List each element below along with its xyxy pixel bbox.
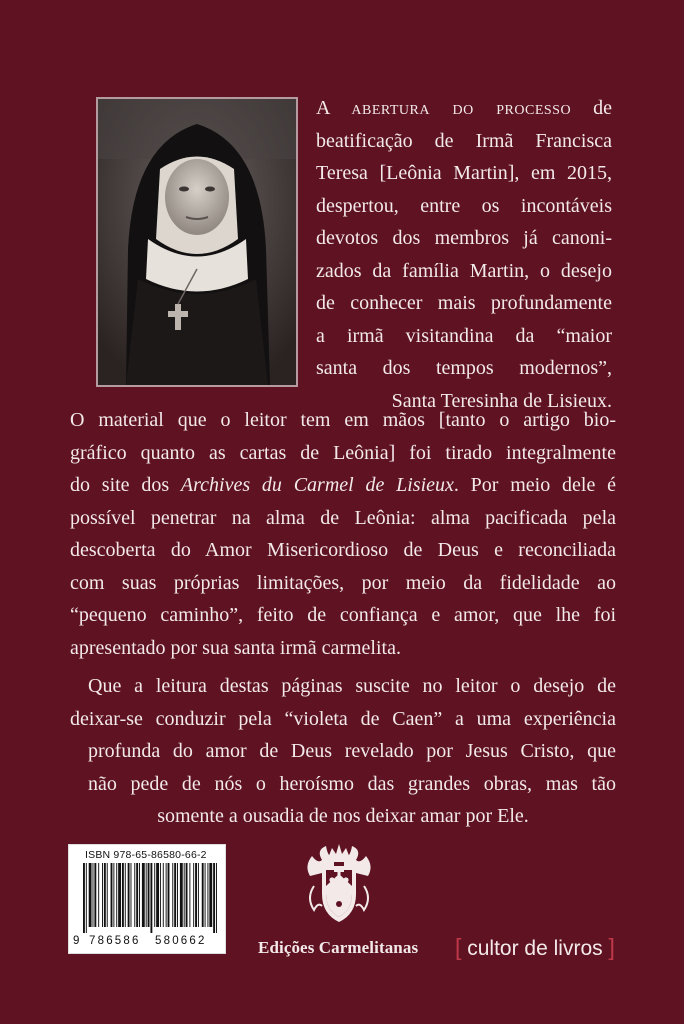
barcode-digit-lead: 9 <box>73 935 80 947</box>
barcode-bar <box>209 863 212 927</box>
body-line: apresentado por sua santa irmã carmelita. <box>70 636 401 659</box>
intro-line: devotos dos membros já canoni- <box>316 227 612 249</box>
barcode-bar <box>216 863 217 933</box>
brand-bracket-open: [ <box>455 934 462 960</box>
barcode-bar <box>111 863 113 927</box>
intro-line: despertou, entre os incontáveis <box>316 194 612 217</box>
body-line: do site dos Archives du Carmel de Lisieux. Por meio dele é <box>70 474 616 496</box>
brand-name <box>455 934 615 961</box>
body-line: somente a ousadia de nos deixar amar por Ele. <box>157 805 529 827</box>
barcode-bar <box>83 863 85 933</box>
barcode-bar <box>172 863 173 927</box>
barcode-bar <box>93 863 94 927</box>
barcode-bar <box>202 863 204 927</box>
barcode-bar <box>150 863 152 933</box>
barcode-bar <box>136 863 138 927</box>
portrait-photo <box>96 97 298 387</box>
body-line: possível penetrar na alma de Leônia: alma pacificada pela <box>70 506 616 529</box>
barcode-bar <box>116 863 117 927</box>
barcode-bar <box>156 863 159 927</box>
body-line: Que a leitura destas páginas suscite no leitor o desejo de <box>88 675 616 697</box>
body-line: não pede de nós o heroísmo das grandes obras, mas tão <box>88 772 616 795</box>
body-text <box>70 404 616 833</box>
barcode-bar <box>177 863 178 927</box>
barcode-bars <box>83 863 217 933</box>
barcode-bar <box>193 863 194 927</box>
barcode-bar <box>168 863 170 927</box>
barcode-bar <box>102 863 103 927</box>
intro-line: de conhecer mais profundamente <box>316 292 612 314</box>
barcode-bar <box>104 863 106 927</box>
barcode-bar <box>113 863 114 927</box>
intro-line: zados da família Martin, o desejo <box>316 259 612 282</box>
body-line: descoberta do Amor Misericordioso de Deus e reconciliada <box>70 539 616 561</box>
carmelite-emblem-logo <box>300 836 378 928</box>
body-line: com suas próprias limitações, por meio da fidelidade ao <box>70 571 616 594</box>
barcode-bar <box>148 863 150 927</box>
barcode-bar <box>174 863 176 927</box>
barcode-bar <box>94 863 96 927</box>
body-line: deixar-se conduzir pela “violeta de Caen” a uma experiência <box>70 707 616 730</box>
barcode-bar <box>213 863 215 933</box>
isbn-barcode <box>68 844 226 954</box>
intro-paragraph <box>316 92 612 417</box>
barcode-bar <box>142 863 145 927</box>
barcode-bar <box>125 863 126 927</box>
intro-line: a irmã visitandina da “maior <box>316 324 612 347</box>
barcode-bar <box>107 863 108 927</box>
barcode-bar <box>195 863 197 927</box>
brand-bracket-close: ] <box>608 934 615 960</box>
body-paragraph-2 <box>70 670 616 833</box>
barcode-bar <box>89 863 92 927</box>
body-line: “pequeno caminho”, feito de confiança e amor, que lhe foi <box>70 604 616 626</box>
barcode-bar <box>184 863 185 927</box>
barcode-bar <box>180 863 183 927</box>
barcode-bar <box>207 863 208 927</box>
barcode-bar <box>166 863 167 927</box>
body-line: gráfico quanto as cartas de Leônia] foi tirado integralmente <box>70 441 616 464</box>
intro-line: A abertura do processo de <box>316 97 612 119</box>
barcode-bar <box>86 863 87 933</box>
body-paragraph-1 <box>70 404 616 664</box>
intro-line: beatificação de Irmã Francisca <box>316 129 612 152</box>
intro-line: santa dos tempos modernos”, <box>316 357 612 379</box>
barcode-bar <box>160 863 161 927</box>
barcode-bar <box>186 863 188 927</box>
barcode-bar <box>154 863 155 927</box>
isbn-label: ISBN 978-65-86580-66-2 <box>85 849 207 861</box>
barcode-bar <box>122 863 124 927</box>
barcode-digit-group-1: 786586 <box>89 935 141 947</box>
barcode-bar <box>131 863 132 927</box>
brand-label: cultor de livros <box>467 937 603 960</box>
barcode-bar <box>98 863 99 927</box>
barcode-bar <box>139 863 140 927</box>
barcode-bar <box>128 863 130 927</box>
intro-line: Teresa [Leônia Martin], em 2015, <box>316 162 612 184</box>
intro-line: Santa Teresinha de Lisieux. <box>391 389 612 412</box>
publisher-name: Edições Carmelitanas <box>258 938 419 957</box>
barcode-bar <box>146 863 147 927</box>
barcode-bar <box>189 863 190 927</box>
body-line: profunda do amor de Deus revelado por Jesus Cristo, que <box>88 740 616 762</box>
barcode-bar <box>134 863 135 927</box>
body-line: O material que o leitor tem em mãos [tanto o artigo bio- <box>70 409 616 431</box>
portrait-image <box>98 99 296 385</box>
barcode-bar <box>205 863 206 927</box>
barcode-bar <box>118 863 121 927</box>
barcode-digit-group-2: 580662 <box>155 935 207 947</box>
barcode-bar <box>163 863 164 927</box>
barcode-bar <box>198 863 199 927</box>
